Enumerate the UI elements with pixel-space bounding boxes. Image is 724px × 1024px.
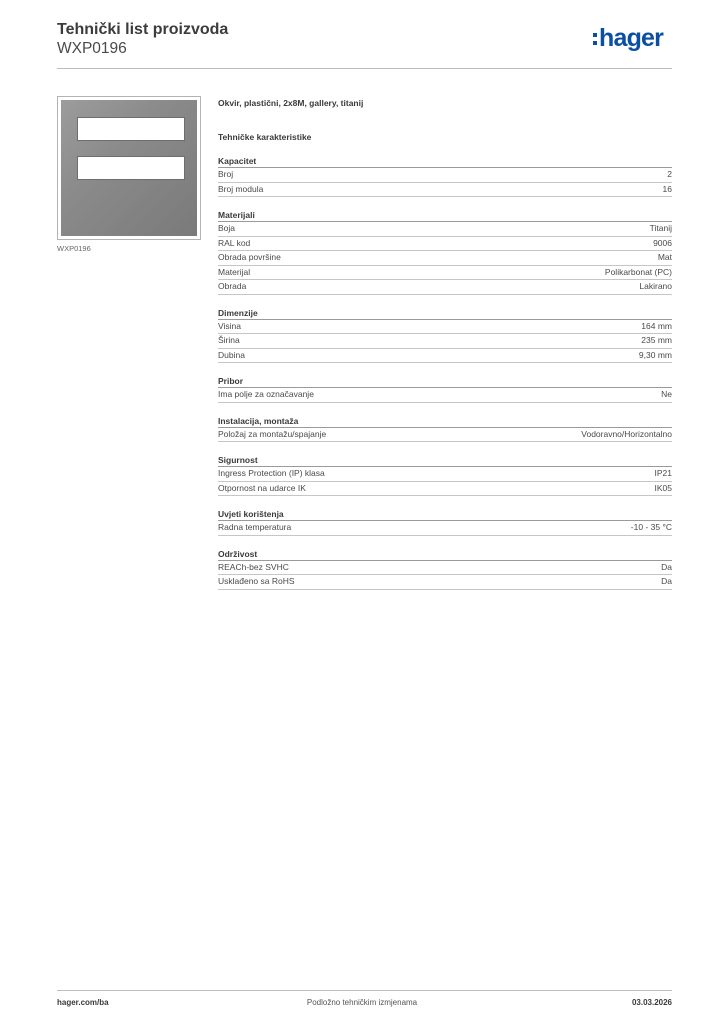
spec-group-title: Dimenzije — [218, 308, 672, 320]
spec-label: Obrada — [218, 281, 247, 291]
spec-value: 16 — [662, 183, 672, 194]
spec-group — [218, 416, 672, 443]
spec-label: Otpornost na udarce IK — [218, 482, 306, 493]
spec-value: IP21 — [654, 468, 672, 478]
spec-label: RAL kod — [218, 237, 251, 248]
spec-group-title: Uvjeti korištenja — [218, 509, 672, 521]
spec-value: Ne — [661, 389, 672, 399]
spec-label: Materijal — [218, 266, 251, 277]
spec-groups — [218, 156, 672, 590]
spec-group — [218, 509, 672, 536]
spec-row — [218, 334, 672, 349]
spec-row — [218, 521, 672, 536]
spec-row — [218, 168, 672, 183]
product-code: WXP0196 — [57, 40, 127, 57]
product-name: Okvir, plastični, 2x8M, gallery, titanij — [218, 98, 364, 108]
spec-value: 2 — [667, 169, 672, 179]
spec-row — [218, 349, 672, 364]
spec-row — [218, 388, 672, 403]
frame-slot-bottom — [77, 156, 185, 180]
image-caption: WXP0196 — [57, 244, 91, 253]
spec-group — [218, 455, 672, 496]
spec-value: Polikarbonat (PC) — [604, 266, 672, 277]
spec-row — [218, 428, 672, 443]
footer-notice: Podložno tehničkim izmjenama — [306, 998, 418, 1007]
spec-label: REACh-bez SVHC — [218, 561, 289, 572]
section-heading: Tehničke karakteristike — [218, 132, 312, 142]
spec-value: Vodoravno/Horizontalno — [581, 428, 672, 439]
spec-label: Broj — [218, 169, 234, 179]
header-divider — [57, 68, 672, 69]
spec-label: Boja — [218, 223, 236, 233]
page-title: Tehnički list proizvoda — [57, 21, 229, 38]
product-image — [57, 96, 201, 240]
spec-group-title: Instalacija, montaža — [218, 416, 672, 428]
spec-value: Mat — [657, 252, 672, 262]
spec-value: 9006 — [653, 237, 672, 248]
spec-value: Da — [661, 561, 672, 572]
spec-group-title: Sigurnost — [218, 455, 672, 467]
spec-group-title: Kapacitet — [218, 156, 672, 168]
spec-group-title: Materijali — [218, 210, 672, 222]
spec-row — [218, 561, 672, 576]
spec-row — [218, 266, 672, 281]
spec-row — [218, 467, 672, 482]
spec-label: Ingress Protection (IP) klasa — [218, 468, 325, 478]
spec-group-title: Održivost — [218, 549, 672, 561]
spec-label: Usklađeno sa RoHS — [218, 576, 295, 586]
spec-group — [218, 156, 672, 197]
spec-group — [218, 549, 672, 590]
spec-row — [218, 251, 672, 266]
spec-group-title: Pribor — [218, 376, 672, 388]
spec-label: Širina — [218, 335, 240, 345]
spec-label: Položaj za montažu/spajanje — [218, 428, 327, 439]
spec-row — [218, 320, 672, 335]
spec-row — [218, 237, 672, 252]
spec-row — [218, 280, 672, 295]
footer-divider — [57, 990, 672, 991]
spec-label: Visina — [218, 320, 241, 331]
spec-label: Broj modula — [218, 183, 264, 194]
spec-label: Dubina — [218, 349, 245, 360]
spec-group — [218, 376, 672, 403]
spec-value: Titanij — [649, 223, 672, 233]
footer-date: 03.03.2026 — [631, 998, 672, 1007]
spec-row — [218, 183, 672, 198]
spec-row — [218, 482, 672, 497]
spec-row — [218, 222, 672, 237]
spec-value: IK05 — [654, 482, 672, 493]
spec-group — [218, 308, 672, 364]
spec-value: Da — [661, 576, 672, 586]
spec-label: Ima polje za označavanje — [218, 389, 314, 399]
spec-value: 164 mm — [641, 320, 672, 331]
spec-value: Lakirano — [639, 281, 672, 291]
spec-label: Obrada površine — [218, 252, 281, 262]
spec-value: -10 - 35 °C — [630, 522, 672, 532]
frame-illustration — [61, 100, 197, 236]
spec-value: 235 mm — [641, 335, 672, 345]
footer-website[interactable]: hager.com/ba — [57, 998, 109, 1007]
spec-group — [218, 210, 672, 295]
spec-row — [218, 575, 672, 590]
specifications — [218, 97, 672, 590]
logo-colon-icon — [593, 30, 597, 48]
frame-slot-top — [77, 117, 185, 141]
hager-logo[interactable] — [593, 26, 663, 51]
logo-text: hager — [599, 24, 664, 52]
spec-label: Radna temperatura — [218, 522, 292, 532]
spec-value: 9,30 mm — [638, 349, 672, 360]
